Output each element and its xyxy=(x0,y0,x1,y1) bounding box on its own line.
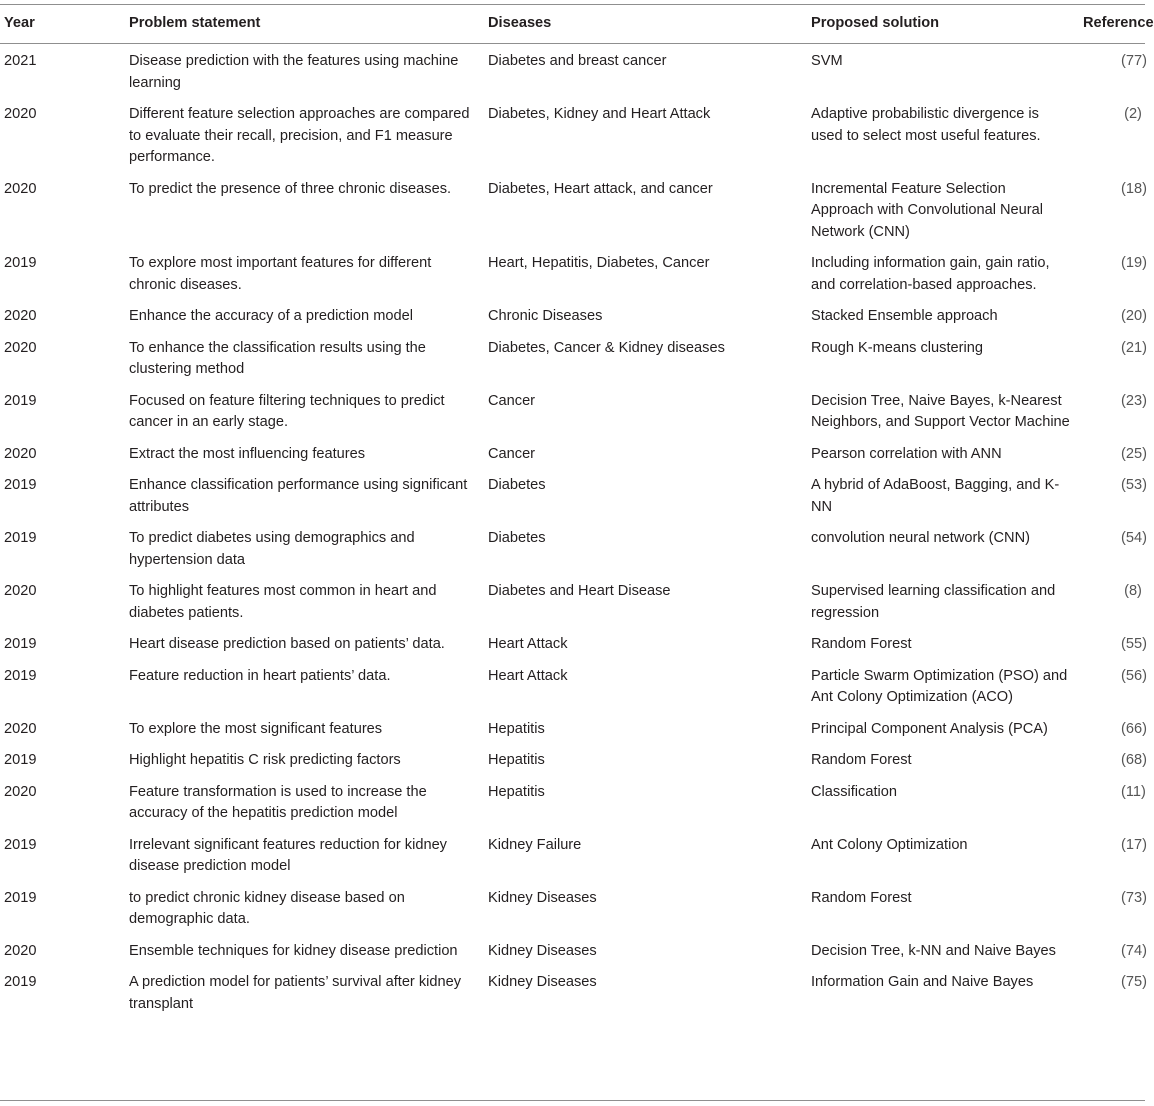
cell-diseases: Diabetes, Heart attack, and cancer xyxy=(488,180,713,197)
cell-problem: Enhance classification performance using significant attributes xyxy=(129,477,468,515)
header-reference: Reference xyxy=(1083,15,1154,32)
cell-reference[interactable]: (74) xyxy=(1121,942,1147,959)
cell-diseases: Kidney Diseases xyxy=(488,974,597,990)
table-row xyxy=(0,714,1145,746)
cell-reference[interactable]: (2) xyxy=(1124,106,1142,122)
cell-problem: Extract the most influencing features xyxy=(129,445,366,462)
cell-reference[interactable]: (53) xyxy=(1121,477,1147,493)
cell-problem: To enhance the classification results using the clustering method xyxy=(129,339,426,377)
table-row xyxy=(0,830,1145,883)
header-proposed-solution: Proposed solution xyxy=(811,15,940,32)
cell-solution: Random Forest xyxy=(811,636,912,652)
cell-diseases: Kidney Diseases xyxy=(488,942,597,959)
literature-table xyxy=(0,5,1154,1020)
cell-solution: Rough K-means clustering xyxy=(811,339,983,356)
table-row xyxy=(0,333,1145,386)
table-bottom-rule xyxy=(0,1100,1145,1101)
table-row xyxy=(0,301,1145,333)
cell-problem: Irrelevant significant features reduction for kidney disease prediction model xyxy=(129,836,447,874)
header-year: Year xyxy=(4,15,35,32)
cell-problem: Focused on feature filtering techniques to predict cancer in an early stage. xyxy=(129,392,445,430)
cell-diseases: Diabetes xyxy=(488,477,546,493)
cell-problem: Highlight hepatitis C risk predicting factors xyxy=(129,752,401,768)
table-row xyxy=(0,883,1145,936)
cell-reference[interactable]: (55) xyxy=(1121,636,1147,652)
cell-solution: Classification xyxy=(811,783,897,800)
cell-year: 2019 xyxy=(4,255,37,271)
table-row xyxy=(0,777,1145,830)
table-row xyxy=(0,248,1145,301)
cell-solution: SVM xyxy=(811,53,843,69)
cell-reference[interactable]: (20) xyxy=(1121,308,1147,324)
table-row xyxy=(0,745,1145,777)
cell-reference[interactable]: (73) xyxy=(1121,889,1147,906)
table-body xyxy=(0,43,1145,1020)
cell-diseases: Cancer xyxy=(488,445,536,462)
cell-problem: Disease prediction with the features using machine learning xyxy=(129,53,459,91)
cell-year: 2019 xyxy=(4,889,37,906)
cell-reference[interactable]: (68) xyxy=(1121,752,1147,768)
table-row xyxy=(0,523,1145,576)
cell-diseases: Cancer xyxy=(488,392,536,409)
header-problem-statement: Problem statement xyxy=(129,15,261,32)
table-row xyxy=(0,439,1145,471)
cell-problem: To predict diabetes using demographics and hypertension data xyxy=(129,530,415,568)
table-row xyxy=(0,43,1145,99)
cell-reference[interactable]: (8) xyxy=(1124,583,1142,599)
cell-reference[interactable]: (19) xyxy=(1121,255,1147,271)
cell-year: 2019 xyxy=(4,667,37,684)
cell-problem: Feature reduction in heart patients’ data. xyxy=(129,667,391,684)
cell-problem: Enhance the accuracy of a prediction model xyxy=(129,308,413,324)
cell-diseases: Heart, Hepatitis, Diabetes, Cancer xyxy=(488,255,710,271)
cell-year: 2020 xyxy=(4,783,37,800)
cell-diseases: Kidney Failure xyxy=(488,836,582,853)
cell-year: 2020 xyxy=(4,308,37,324)
cell-year: 2020 xyxy=(4,445,37,462)
cell-solution: Random Forest xyxy=(811,889,912,906)
cell-reference[interactable]: (75) xyxy=(1121,974,1147,990)
cell-solution: Supervised learning classification and regression xyxy=(811,583,1056,621)
cell-year: 2020 xyxy=(4,339,37,356)
cell-year: 2019 xyxy=(4,974,37,990)
cell-problem: to predict chronic kidney disease based on demographic data. xyxy=(129,889,405,927)
cell-diseases: Diabetes, Cancer & Kidney diseases xyxy=(488,339,725,356)
table-row xyxy=(0,386,1145,439)
cell-year: 2020 xyxy=(4,942,37,959)
table-row xyxy=(0,576,1145,629)
cell-diseases: Heart Attack xyxy=(488,667,568,684)
cell-year: 2020 xyxy=(4,106,37,122)
cell-solution: Particle Swarm Optimization (PSO) and Ant Colony Optimization (ACO) xyxy=(811,667,1068,705)
cell-year: 2019 xyxy=(4,752,37,768)
cell-solution: Ant Colony Optimization xyxy=(811,836,968,853)
table-header xyxy=(0,5,1154,43)
cell-solution: Pearson correlation with ANN xyxy=(811,445,1002,462)
cell-problem: To highlight features most common in heart and diabetes patients. xyxy=(129,583,437,621)
header-diseases: Diseases xyxy=(488,15,552,32)
cell-solution: Decision Tree, k-NN and Naive Bayes xyxy=(811,942,1056,959)
table-row xyxy=(0,174,1145,249)
cell-problem: To explore most important features for different chronic diseases. xyxy=(129,255,432,293)
cell-problem: Heart disease prediction based on patients’ data. xyxy=(129,636,445,652)
cell-problem: A prediction model for patients’ survival after kidney transplant xyxy=(129,974,462,1012)
cell-diseases: Kidney Diseases xyxy=(488,889,597,906)
cell-diseases: Diabetes xyxy=(488,530,546,546)
cell-reference[interactable]: (56) xyxy=(1121,667,1147,684)
header-row xyxy=(0,5,1145,43)
cell-solution: Random Forest xyxy=(811,752,912,768)
cell-reference[interactable]: (23) xyxy=(1121,392,1147,409)
cell-diseases: Hepatitis xyxy=(488,752,545,768)
cell-reference[interactable]: (17) xyxy=(1121,836,1147,853)
cell-problem: To predict the presence of three chronic diseases. xyxy=(129,180,452,197)
cell-solution: Including information gain, gain ratio, and correlation-based approaches. xyxy=(811,255,1050,293)
cell-diseases: Diabetes, Kidney and Heart Attack xyxy=(488,106,711,122)
cell-solution: Principal Component Analysis (PCA) xyxy=(811,720,1048,737)
cell-year: 2019 xyxy=(4,477,37,493)
cell-diseases: Heart Attack xyxy=(488,636,568,652)
table-row xyxy=(0,629,1145,661)
cell-year: 2019 xyxy=(4,836,37,853)
table-row xyxy=(0,99,1145,174)
cell-year: 2020 xyxy=(4,583,37,599)
cell-year: 2019 xyxy=(4,530,37,546)
table-row xyxy=(0,967,1145,1020)
cell-year: 2021 xyxy=(4,53,37,69)
cell-year: 2019 xyxy=(4,636,37,652)
cell-year: 2020 xyxy=(4,180,37,197)
cell-solution: convolution neural network (CNN) xyxy=(811,530,1030,546)
cell-diseases: Hepatitis xyxy=(488,783,545,800)
cell-solution: Adaptive probabilistic divergence is used to select most useful features. xyxy=(811,106,1041,144)
cell-reference[interactable]: (54) xyxy=(1121,530,1147,546)
cell-reference[interactable]: (21) xyxy=(1121,339,1147,356)
cell-solution: A hybrid of AdaBoost, Bagging, and K-NN xyxy=(811,477,1060,515)
cell-reference[interactable]: (11) xyxy=(1121,783,1146,800)
cell-solution: Incremental Feature Selection Approach with Convolutional Neural Network (CNN) xyxy=(811,180,1044,240)
cell-reference[interactable]: (18) xyxy=(1121,180,1147,197)
cell-diseases: Diabetes and breast cancer xyxy=(488,53,667,69)
cell-problem: Ensemble techniques for kidney disease prediction xyxy=(129,942,458,959)
table-row xyxy=(0,470,1145,523)
cell-solution: Decision Tree, Naive Bayes, k-Nearest Neighbors, and Support Vector Machine xyxy=(811,392,1070,430)
cell-diseases: Diabetes and Heart Disease xyxy=(488,583,671,599)
cell-problem: To explore the most significant features xyxy=(129,720,383,737)
table-row xyxy=(0,661,1145,714)
cell-diseases: Chronic Diseases xyxy=(488,308,603,324)
cell-problem: Different feature selection approaches are compared to evaluate their recall, precision, and F1 measure performance. xyxy=(129,106,470,165)
cell-problem: Feature transformation is used to increase the accuracy of the hepatitis prediction model xyxy=(129,783,427,821)
cell-reference[interactable]: (25) xyxy=(1121,445,1147,462)
cell-solution: Stacked Ensemble approach xyxy=(811,308,998,324)
cell-reference[interactable]: (77) xyxy=(1121,53,1147,69)
cell-year: 2019 xyxy=(4,392,37,409)
cell-reference[interactable]: (66) xyxy=(1121,720,1147,737)
cell-diseases: Hepatitis xyxy=(488,720,545,737)
cell-year: 2020 xyxy=(4,720,37,737)
cell-solution: Information Gain and Naive Bayes xyxy=(811,974,1034,990)
table-row xyxy=(0,936,1145,968)
